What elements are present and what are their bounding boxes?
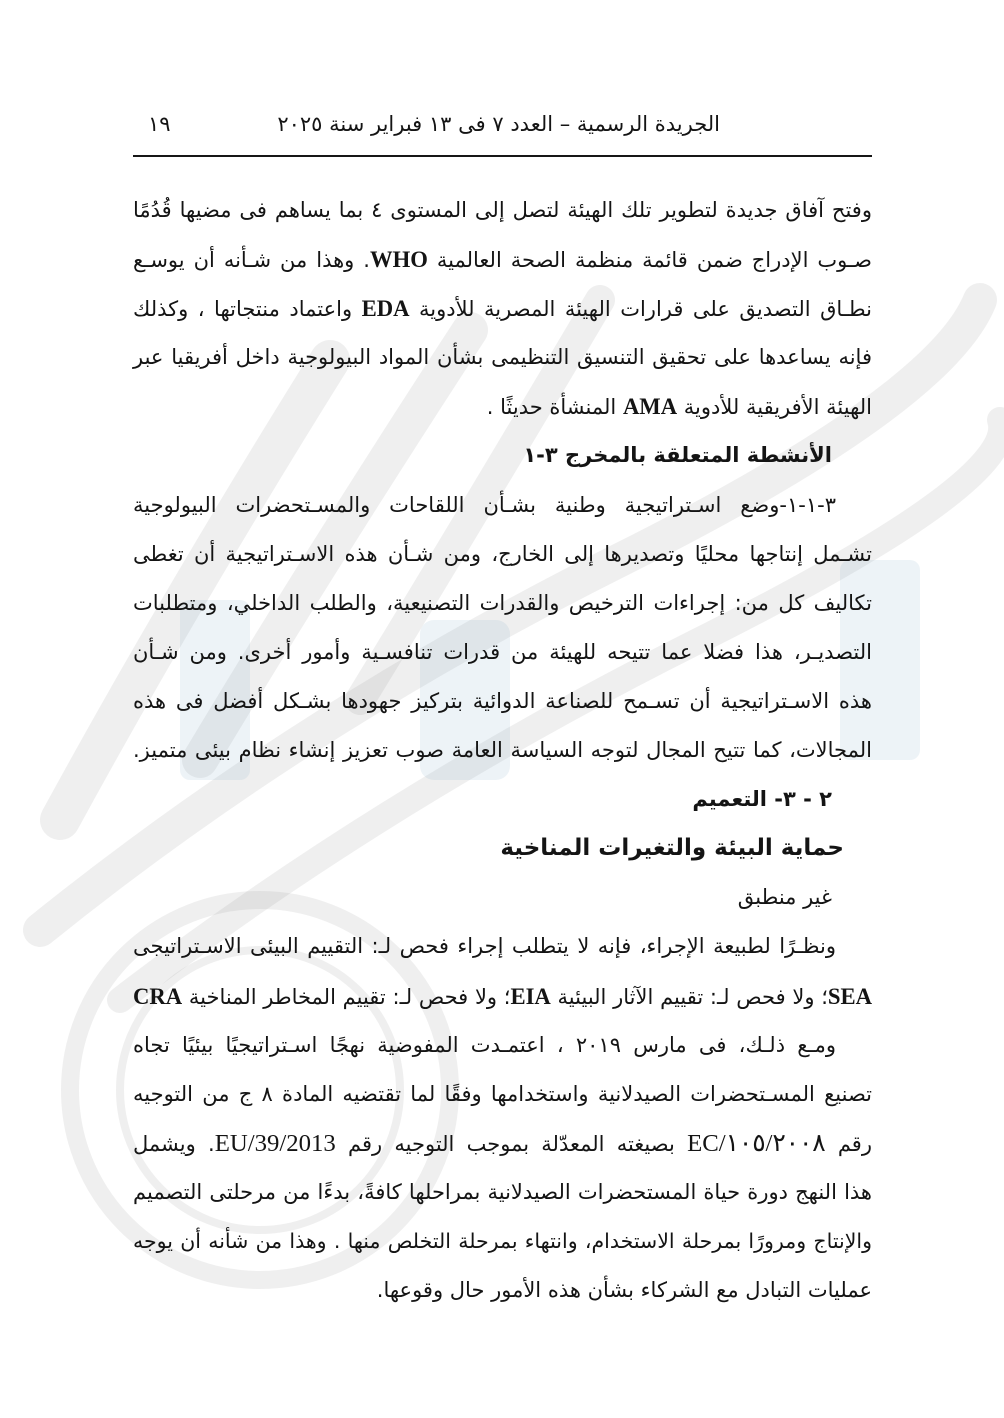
paragraph-line — [133, 382, 872, 431]
text-segment: بصيغته المعدّلة بموجب التوجيه رقم — [335, 1131, 688, 1156]
paragraph-line — [133, 1119, 872, 1168]
gazette-header-title: الجريدة الرسمية – العدد ٧ فى ١٣ فبراير سنة ٢٠٢٥ — [277, 112, 720, 136]
text-segment: . ويشمل — [133, 1131, 215, 1156]
section-heading: حماية البيئة والتغيرات المناخية — [500, 835, 844, 862]
section-heading: ٢ - ٣- التعميم — [692, 787, 832, 812]
acronym-ama: AMA — [622, 394, 678, 420]
section-heading: الأنشطة المتعلقة بالمخرج ٣-١ — [523, 443, 832, 468]
text-segment: ؛ ولا فحص لـ: تقييم المخاطر المناخية — [182, 984, 511, 1009]
paragraph-line — [133, 284, 872, 333]
paragraph-line: تشـمل إنتاجها محليًا وتصديرها إلى الخارج، ومن شـأن هذه الاسـتراتيجية أن تغطى — [133, 541, 872, 566]
paragraph-line: ونظـرًا لطبيعة الإجراء، فإنه لا يتطلب إجراء فحص لـ: التقييم البيئى الاسـتراتيجى — [133, 934, 836, 959]
paragraph-line: وفتح آفاق جديدة لتطوير تلك الهيئة لتصل إلى المستوى ٤ بما يساهم فى مضيها قُدُمًا — [133, 198, 872, 222]
acronym-cra: CRA — [133, 983, 183, 1009]
acronym-eia: EIA — [510, 983, 551, 1009]
text-segment: المنشأة حديثًا . — [486, 395, 623, 420]
directive-reference: EU/39/2013 — [214, 1129, 336, 1157]
text-segment: نطـاق التصديق على قرارات الهيئة المصرية للأدوية — [409, 297, 872, 322]
not-applicable-note: غير منطبق — [737, 885, 832, 910]
paragraph-line: تكاليف كل من: إجراءات الترخيص والقدرات التصنيعية، والطلب الداخلي، ومتطلبات — [133, 590, 872, 615]
text-segment: رقم — [825, 1131, 872, 1156]
text-segment: واعتماد منتجاتها ، وكذلك — [133, 297, 362, 322]
acronym-eda: EDA — [361, 296, 410, 322]
text-segment: ؛ ولا فحص لـ: تقييم الآثار البيئية — [550, 984, 828, 1009]
paragraph-line: ٣-١-١-وضع اسـتراتيجية وطنية بشـأن اللقاحات والمسـتحضرات البيولوجية — [133, 492, 836, 517]
document-body — [133, 186, 872, 1315]
paragraph-line: ومـع ذلـك، فى مارس ٢٠١٩ ، اعتمـدت المفوضية نهجًا اسـتراتيجيًا بيئيًا تجاه — [133, 1032, 836, 1057]
text-segment: الهيئة الأفريقية للأدوية — [677, 395, 872, 420]
paragraph-line — [133, 235, 872, 284]
text-segment: . وهذا من شـأنه أن يوسـع — [133, 248, 370, 273]
paragraph-line: هذه الاسـتراتيجية أن تسـمح للصناعة الدوائية بتركيز جهودها بشـكل أفضل فى هذه — [133, 688, 872, 713]
acronym-sea: SEA — [827, 983, 872, 1009]
paragraph-line: المجالات، كما تتيح المجال لتوجه السياسة العامة صوب تعزيز إنشاء نظام بيئى متميز. — [133, 738, 872, 763]
acronym-who: WHO — [369, 247, 428, 273]
header-divider — [133, 155, 872, 157]
directive-reference: EC/١٠٥/٢٠٠٨ — [687, 1129, 826, 1157]
paragraph-line: والإنتاج ومرورًا بمرحلة الاستخدام، وانتهاء بمرحلة التخلص منها . وهذا من شأنه أن يوجه — [133, 1228, 872, 1253]
page-number: ١٩ — [148, 112, 171, 136]
paragraph-line — [133, 972, 872, 1021]
paragraph-line: تصنيع المسـتحضرات الصيدلانية واستخدامها وفقًا لما تقتضيه المادة ٨ ج من التوجيه — [133, 1081, 872, 1106]
text-segment: صـوب الإدراج ضمن قائمة منظمة الصحة العالمية — [427, 248, 873, 273]
paragraph-line: هذا النهج دورة حياة المستحضرات الصيدلانية بمراحلها كافةً، بدءًا من مرحلتى التصميم — [133, 1179, 872, 1204]
paragraph-line: التصديـر، هذا فضلا عما تتيحه للهيئة من قدرات تنافسـية وأمور أخرى. ومن شـأن — [133, 639, 872, 664]
paragraph-line: فإنه يساعدها على تحقيق التنسيق التنظيمى بشأن المواد البيولوجية داخل أفريقيا عبر — [133, 345, 872, 370]
paragraph-line: عمليات التبادل مع الشركاء بشأن هذه الأمور حال وقوعها. — [376, 1278, 872, 1303]
